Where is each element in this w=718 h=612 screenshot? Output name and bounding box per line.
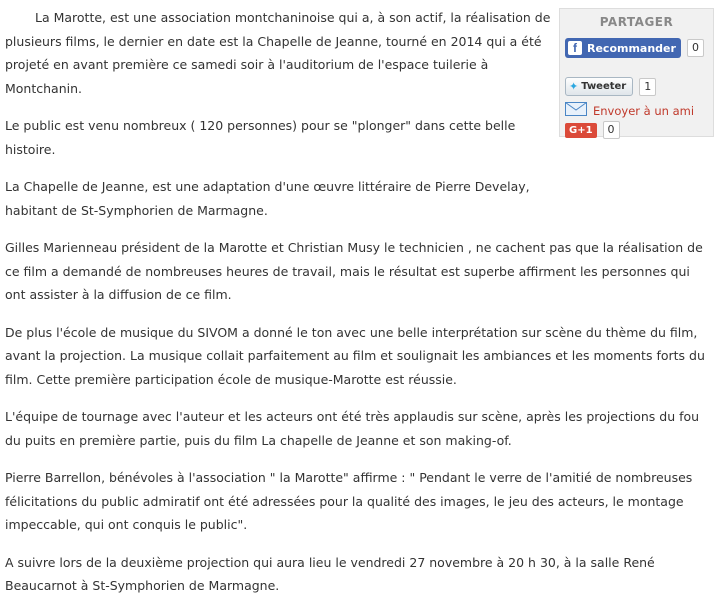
twitter-bird-icon: ✦	[569, 80, 579, 93]
share-title: PARTAGER	[599, 15, 674, 29]
facebook-recommend-button[interactable]	[565, 38, 681, 58]
article-paragraph: De plus l'école de musique du SIVOM a donné le ton avec une belle interprétation sur scène du thème du film, avant la projection. La musique collait parfaitement au film et soulignait les ambiances et les moments forts du film. Cette première participation école de musique-Marotte est réussie.	[5, 324, 705, 387]
facebook-count: 0	[687, 39, 704, 57]
email-friend-link[interactable]: Envoyer à un ami	[593, 103, 695, 118]
facebook-icon: f	[568, 41, 582, 55]
google-plus-button[interactable]: G+1	[565, 123, 597, 138]
facebook-label: Recommander	[587, 41, 676, 55]
article-paragraph: Gilles Marienneau président de la Marotte et Christian Musy le technicien , ne cachent pas que la réalisation de ce film a demandé de nombreuses heures de travail, mais le résultat est superbe affirment les personnes qui ont assister à la diffusion de ce film.	[5, 240, 703, 302]
tweet-label: Tweeter	[581, 81, 627, 92]
twitter-share	[565, 77, 656, 96]
google-plus-share	[565, 121, 620, 139]
tweet-count: 1	[639, 78, 656, 96]
email-share[interactable]	[565, 102, 694, 119]
envelope-icon	[565, 102, 587, 119]
facebook-share	[565, 38, 704, 58]
article-paragraph: Le public est venu nombreux ( 120 personnes) pour se "plonger" dans cette belle histoire.	[5, 118, 516, 157]
article-paragraph: La Marotte, est une association montchaninoise qui a, à son actif, la réalisation de plusieurs films, le dernier en date est la Chapelle de Jeanne, tourné en 2014 qui a été projeté en avant première ce samedi soir à l'auditorium de l'espace tuilerie à Montchanin.	[5, 10, 551, 96]
article-paragraph: A suivre lors de la deuxième projection qui aura lieu le vendredi 27 novembre à 20 h 30, à la salle René Beaucarnot à St-Symphorien de Marmagne.	[5, 554, 655, 593]
article-paragraph: La Chapelle de Jeanne, est une adaptation d'une œuvre littéraire de Pierre Develay, habitant de St-Symphorien de Marmagne.	[5, 179, 530, 218]
share-panel	[559, 8, 714, 137]
article-paragraph: L'équipe de tournage avec l'auteur et les acteurs ont été très applaudis sur scène, après les projections du fou du puits en première partie, puis du film La chapelle de Jeanne et son making-of.	[5, 409, 700, 448]
google-plus-count: 0	[603, 121, 620, 139]
tweet-button[interactable]	[565, 77, 633, 96]
article-paragraph: Pierre Barrellon, bénévoles à l'association " la Marotte" affirme : " Pendant le verre de l'amitié de nombreuses félicitations du public admiratif ont été adressées pour la qualité des images, le jeu des acteurs, le montage impeccable, qui ont conquis le public".	[5, 470, 693, 532]
